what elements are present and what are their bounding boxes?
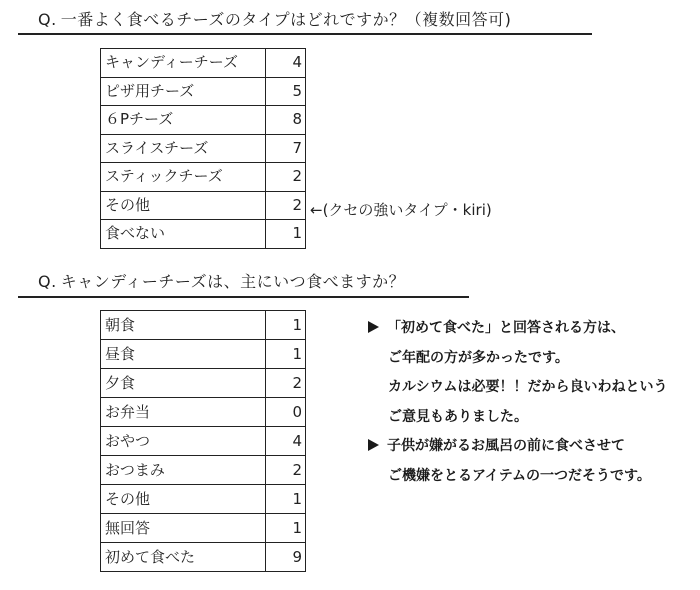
table-row: [101, 106, 306, 135]
row-value: 0: [266, 398, 306, 427]
question-1-underline: [18, 33, 592, 35]
note-line: [368, 314, 693, 344]
row-value: 5: [266, 77, 306, 106]
triangle-bullet-icon: [368, 321, 379, 333]
note-text: 「初めて食べた」と回答される方は、: [387, 320, 625, 336]
triangle-bullet-icon: [368, 439, 379, 451]
table-row: [101, 485, 306, 514]
table-row: [101, 49, 306, 78]
question-1-text: 一番よく食べるチーズのタイプはどれですか？（複数回答可): [60, 10, 512, 29]
row-value: 2: [266, 163, 306, 192]
question-2-title: [38, 272, 405, 292]
note-line: [368, 403, 693, 433]
other-type-annotation: ←(クセの強いタイプ・kiri): [310, 201, 492, 219]
row-value: 9: [266, 543, 306, 572]
row-label: お弁当: [101, 398, 266, 427]
row-label: ピザ用チーズ: [101, 77, 266, 106]
row-value: 7: [266, 134, 306, 163]
question-1-prefix: Q.: [38, 10, 57, 29]
row-value: 1: [266, 220, 306, 249]
note-line: [368, 462, 693, 492]
table-row: [101, 134, 306, 163]
question-1-title: [38, 10, 511, 30]
table-row: [101, 514, 306, 543]
eating-time-table: [100, 310, 306, 572]
note-text: ご意見もありました。: [388, 408, 528, 425]
row-label: その他: [101, 191, 266, 220]
row-value: 4: [266, 49, 306, 78]
row-label: 無回答: [101, 514, 266, 543]
table-row: [101, 77, 306, 106]
note-text: カルシウムは必要！！だから良いわねという: [388, 379, 668, 395]
table-row: [101, 163, 306, 192]
row-label: 朝食: [101, 311, 266, 340]
note-text: ご機嫌をとるアイテムの一つだそうです。: [388, 467, 651, 484]
note-line: [368, 432, 693, 462]
table-row: [101, 427, 306, 456]
row-label: キャンディーチーズ: [101, 49, 266, 78]
row-label: 初めて食べた: [101, 543, 266, 572]
row-value: 2: [266, 369, 306, 398]
table-row: [101, 456, 306, 485]
table-row: [101, 543, 306, 572]
row-label: 夕食: [101, 369, 266, 398]
note-line: [368, 344, 693, 374]
note-text: 子供が嫌がるお風呂の前に食べさせて: [387, 438, 625, 454]
table-row: [101, 398, 306, 427]
question-2-prefix: Q.: [38, 272, 57, 291]
table-row: [101, 340, 306, 369]
table-row: [101, 311, 306, 340]
note-text: ご年配の方が多かったです。: [388, 349, 569, 366]
row-value: 1: [266, 340, 306, 369]
row-label: 昼食: [101, 340, 266, 369]
row-value: 4: [266, 427, 306, 456]
table-row: [101, 369, 306, 398]
row-label: ６Pチーズ: [101, 106, 266, 135]
row-value: 2: [266, 191, 306, 220]
row-value: 8: [266, 106, 306, 135]
note-line: [368, 373, 693, 403]
row-value: 1: [266, 485, 306, 514]
question-2-text: キャンディーチーズは、主にいつ食べますか？: [60, 272, 406, 291]
row-label: おやつ: [101, 427, 266, 456]
row-label: その他: [101, 485, 266, 514]
row-value: 1: [266, 311, 306, 340]
table-row: [101, 191, 306, 220]
row-label: おつまみ: [101, 456, 266, 485]
row-label: 食べない: [101, 220, 266, 249]
table-row: [101, 220, 306, 249]
question-2-underline: [18, 296, 469, 298]
row-label: スティックチーズ: [101, 163, 266, 192]
row-value: 2: [266, 456, 306, 485]
row-label: スライスチーズ: [101, 134, 266, 163]
cheese-type-table: [100, 48, 306, 249]
row-value: 1: [266, 514, 306, 543]
notes-block: [368, 314, 693, 491]
